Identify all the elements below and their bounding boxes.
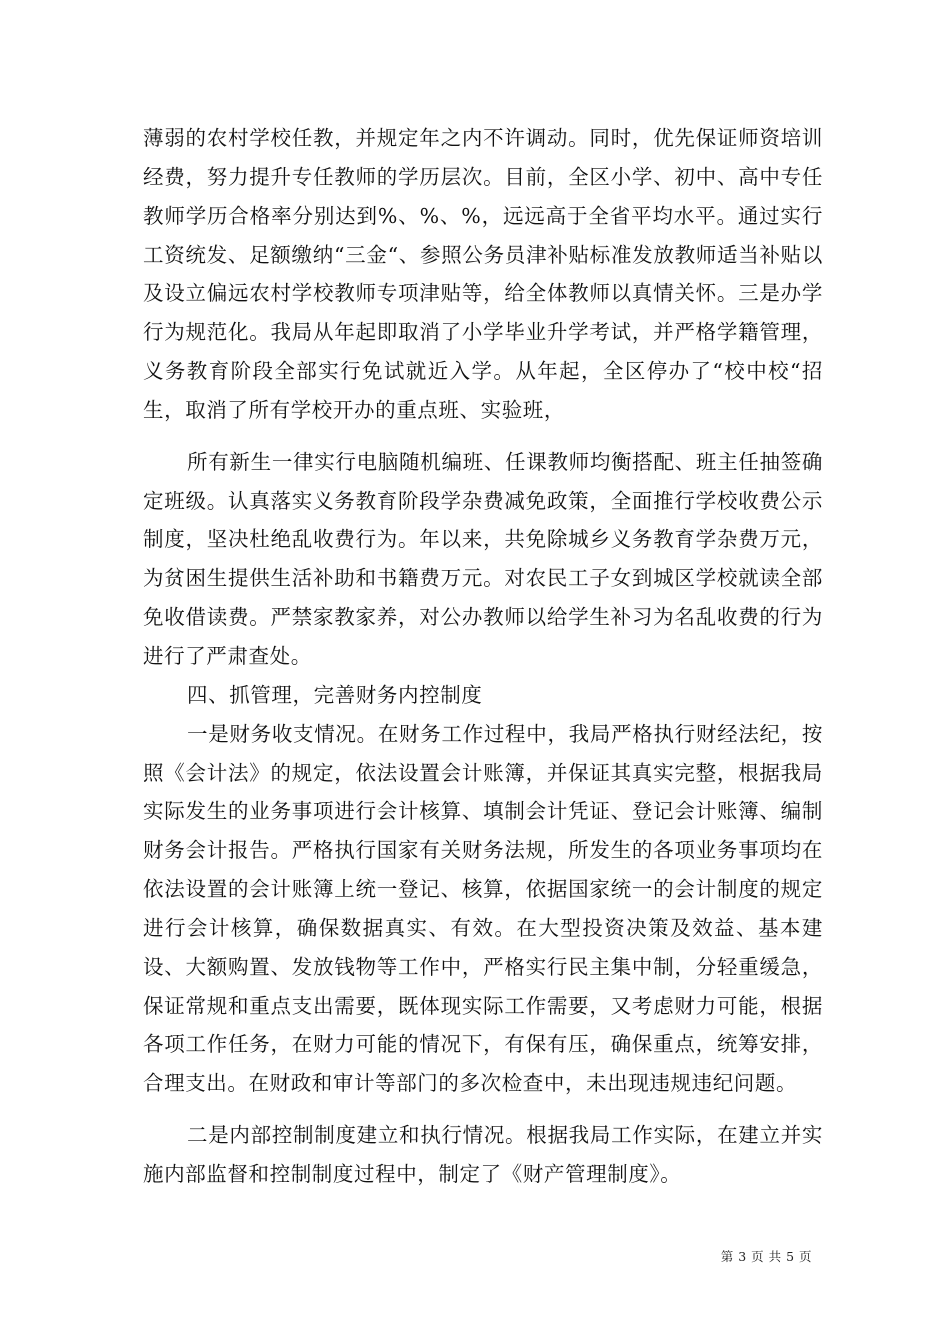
paragraph-internal-control: 二是内部控制制度建立和执行情况。根据我局工作实际，在建立并实施内部监督和控制制度过程中，制定了《财产管理制度》。 (143, 1123, 823, 1186)
paragraph-finance: 一是财务收支情况。在财务工作过程中，我局严格执行财经法纪，按照《会计法》的规定，依法设置会计账簿，并保证其真实完整，根据我局实际发生的业务事项进行会计核算、填制会计凭证、登记会计账簿、编制财务会计报告。严格执行国家有关财务法规，所发生的各项业务事项均在依法设置的会计账簿上统一登记、核算，依据国家统一的会计制度的规定进行会计核算，确保数据真实、有效。在大型投资决策及效益、基本建设、大额购置、发放钱物等工作中，严格实行民主集中制，分轻重缓急，保证常规和重点支出需要，既体现实际工作需要，又考虑财力可能，根据各项工作任务，在财力可能的情况下，有保有压，确保重点，统筹安排，合理支出。在财政和审计等部门的多次检查中，未出现违规违纪问题。 (143, 721, 823, 1096)
page-number: 第 3 页 共 5 页 (720, 1249, 812, 1264)
body-text (143, 119, 823, 1194)
paragraph-new-students: 所有新生一律实行电脑随机编班、任课教师均衡搭配、班主任抽签确定班级。认真落实义务教育阶段学杂费减免政策，全面推行学校收费公示制度，坚决杜绝乱收费行为。年以来，共免除城乡义务教育学杂费万元，为贫困生提供生活补助和书籍费万元。对农民工子女到城区学校就读全部免收借读费。严禁家教家养，对公办教师以给学生补习为名乱收费的行为进行了严肃查处。 (143, 449, 823, 668)
section-heading: 四、抓管理，完善财务内控制度 (187, 682, 483, 707)
paragraph-continuation: 薄弱的农村学校任教，并规定年之内不许调动。同时，优先保证师资培训经费，努力提升专任教师的学历层次。目前，全区小学、初中、高中专任教师学历合格率分别达到%、%、%，远远高于全省平均水平。通过实行工资统发、足额缴纳“三金“、参照公务员津补贴标准发放教师适当补贴以及设立偏远农村学校教师专项津贴等，给全体教师以真情关怀。三是办学行为规范化。我局从年起即取消了小学毕业升学考试，并严格学籍管理，义务教育阶段全部实行免试就近入学。从年起，全区停办了“校中校“招生，取消了所有学校开办的重点班、实验班， (143, 126, 823, 422)
